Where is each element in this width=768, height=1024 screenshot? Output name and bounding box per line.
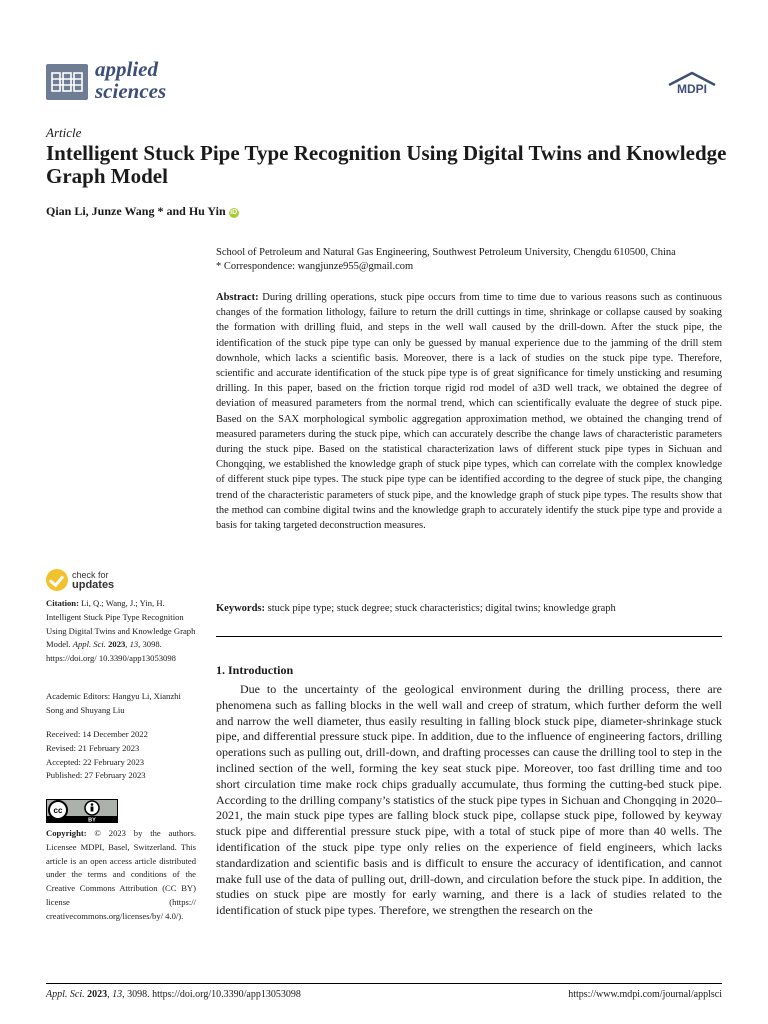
footer-divider	[46, 983, 722, 984]
cc-icon-text: cc	[53, 806, 63, 815]
journal-name-line1: applied	[95, 57, 158, 81]
section-divider	[216, 636, 722, 637]
by-label: BY	[88, 817, 96, 823]
journal-logo[interactable]	[46, 64, 88, 100]
journal-name-line2: sciences	[95, 79, 167, 103]
keywords	[216, 603, 722, 614]
citation-year: 2023	[108, 639, 126, 650]
cc-by-license-badge[interactable]	[46, 799, 118, 823]
correspondence[interactable]: * Correspondence: wangjunze955@gmail.com	[216, 261, 414, 272]
citation-text: Li, Q.; Wang, J.; Yin, H. Intelligent Stuck Pipe Type Recognition Using Digital Twins and Knowledge Graph Model.	[46, 598, 196, 650]
authors-text[interactable]: Qian Li, Junze Wang * and Hu Yin	[46, 204, 226, 218]
updates-label-line2: updates	[72, 579, 115, 591]
citation-label: Citation:	[46, 598, 79, 608]
academic-editors: Academic Editors: Hangyu Li, Xianzhi Song and Shuyang Liu	[46, 691, 181, 715]
publication-dates	[46, 728, 196, 783]
citation-block: Citation: Li, Q.; Wang, J.; Yin, H. Intelligent Stuck Pipe Type Recognition Using Digital Twins and Knowledge Graph Model. Appl. Sci. 2023, 13, 3098. https://doi.org/ 10.3390/app13053098	[46, 598, 196, 664]
copyright-notice	[46, 827, 196, 924]
footer-journal-url[interactable]: https://www.mdpi.com/journal/applsci	[568, 989, 722, 1000]
introduction-body	[216, 682, 722, 919]
footer-year: 2023	[87, 989, 108, 1000]
keywords-text: stuck pipe type; stuck degree; stuck characteristics; digital twins; knowledge graph	[267, 603, 616, 614]
revised-date: Revised: 21 February 2023	[46, 742, 140, 753]
journal-logo-icon	[51, 70, 83, 94]
author-list	[46, 204, 239, 219]
check-for-updates-button[interactable]	[46, 569, 126, 593]
published-date: Published: 27 February 2023	[46, 770, 146, 781]
abstract	[216, 290, 722, 533]
mdpi-logo-text: MDPI	[677, 82, 707, 96]
updates-label-line1: check for	[72, 570, 109, 580]
affiliation: School of Petroleum and Natural Gas Engineering, Southwest Petroleum University, Chengdu 610500, China	[216, 247, 676, 258]
copyright-text: © 2023 by the authors. Licensee MDPI, Basel, Switzerland. This article is an open access article distributed under the terms and conditions of the Creative Commons Attribution (CC BY) license (https:// creativecommons.org/licenses/by/ 4.0/).	[46, 828, 196, 921]
article-title: Intelligent Stuck Pipe Type Recognition Using Digital Twins and Knowledge Graph Model	[46, 141, 727, 188]
footer-volume: 13	[112, 989, 123, 1000]
footer-citation: Appl. Sci. 2023, 13, 3098. https://doi.org/10.3390/app13053098	[46, 989, 301, 1000]
article-type: Article	[46, 125, 82, 140]
citation-journal: Appl. Sci.	[72, 639, 106, 650]
footer-doi-link[interactable]: , 3098. https://doi.org/10.3390/app13053098	[122, 989, 301, 1000]
orcid-icon[interactable]: iD	[230, 209, 238, 216]
section-heading: 1. Introduction	[216, 663, 294, 677]
introduction-text: Due to the uncertainty of the geological environment during the drilling process, there are phenomena such as falling blocks in the well wall and creep of stratum, which further deform the well and narrow the well diameter, thus easily resulting in falling block stuck pipe, diameter-shrinkage stuck pipe, and differential pressure stuck pipe. In addition, due to the influence of engineering factors, drilling operations such as pulling out, drill-down, and drafting processes can cause the drilling tool to step in the inclined section of the well, forming the key seat stuck pipe. Moreover, too fast drilling time and too short circulation time make rock chips gradually accumulate, thus forming the cutting-bed stuck pipe. According to the drilling company’s statistics of the stuck pipe types in Sichuan and Chongqing in 2020–2021, the main stuck pipe types are falling block stuck pipe, collapse stuck pipe, followed by keyway stuck pipe and differential pressure stuck pipe, with a total of stuck pipe of more than 40 wells. The identification of the stuck pipe type only relies on the experience of field engineers, which lacks standardization and scientific basis and is difficult to ensure the accuracy of identification, and cannot make full use of the data of pulling out, drill-down, and circulation before the stuck pipe. In addition, the studies on stuck pipe are mostly for early warning, and there is a lack of studies related to the identification of stuck pipe types. Therefore, we strengthen the research on the	[216, 682, 722, 918]
abstract-label: Abstract:	[216, 292, 259, 303]
received-date: Received: 14 December 2022	[46, 729, 148, 739]
citation-doi-link[interactable]: , 3098. https://doi.org/ 10.3390/app13053098	[46, 639, 176, 664]
keywords-label: Keywords:	[216, 603, 265, 614]
journal-name[interactable]	[95, 58, 166, 102]
citation-volume: 13	[129, 639, 139, 650]
accepted-date: Accepted: 22 February 2023	[46, 756, 145, 767]
check-updates-icon	[46, 569, 68, 591]
footer-journal: Appl. Sci.	[46, 989, 85, 1000]
abstract-text: During drilling operations, stuck pipe occurs from time to time due to various reasons such as continuous changes of the formation lithology, failure to return the drill cuttings in time, shrinkage or collapse caused by soaking the formation with drilling fluid, and steps in the well wall caused by the drill-down. After the stuck pipe, the identification of the stuck pipe type can only be guessed by manual experience due to the jamming of the drill stem downhole, which lacks a scientific basis. Moreover, there is a lack of studies on the stuck pipe type. Therefore, scientific and accurate identification of the stuck pipe type is of great significance for timely unsticking and resuming drilling. In this paper, based on the friction torque rigid rod model of a3D well track, we obtained the degree of deviation of measured parameters from the normal trend, which can scientifically evaluate the degree of stuck pipe. Based on the SAX morphological symbolic aggregation approximation method, we obtained the changing trend of measured parameters during the stuck pipe, which can accurately describe the change laws of characteristic parameters during the stuck pipe. Based on the statistical characterization laws of different stuck pipe types in Sichuan and Chongqing, we established the knowledge graph of stuck pipe types, which can correlate with the complex knowledge of different stuck pipe types. The stuck pipe type can be identified according to the degree of stuck pipe, the changing trend of the characteristic parameters of stuck pipe, and the knowledge graph of stuck pipe types. The results show that the method can combine digital twins and the knowledge graph to accurately identify the stuck pipe type and provide a basis for taking targeted deconstruction measures.	[216, 292, 723, 532]
copyright-label: Copyright:	[46, 828, 87, 838]
mdpi-logo[interactable]	[666, 70, 718, 96]
